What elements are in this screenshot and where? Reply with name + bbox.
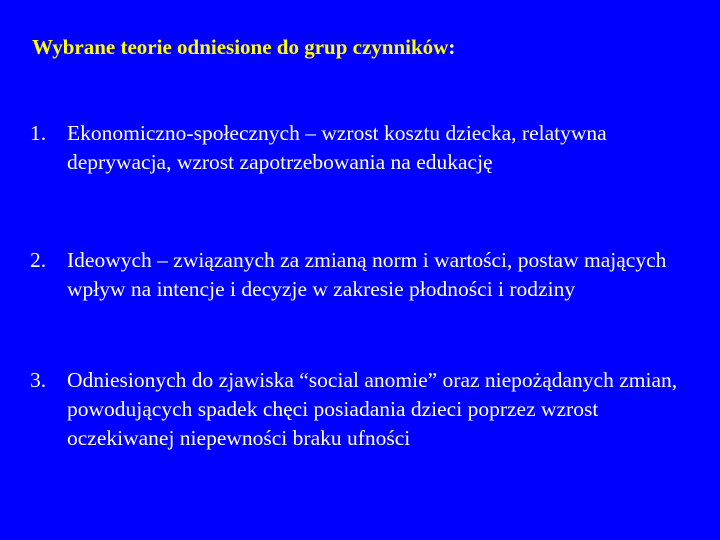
list-item-number: 2. <box>30 248 47 272</box>
slide-title-colon: : <box>448 35 456 59</box>
list-item-number: 3. <box>30 368 47 392</box>
list-item-text: Ideowych – związanych za zmianą norm i wartości, postaw mających wpływ na intencje i decyzje w zakresie płodności i rodziny <box>67 248 667 301</box>
list-item-number: 1. <box>30 121 47 145</box>
list-item-text: Ekonomiczno-społecznych – wzrost kosztu dziecka, relatywna deprywacja, wzrost zapotrzebowania na edukację <box>67 121 607 174</box>
list-item-ideological <box>30 246 700 304</box>
list-item-text: Odniesionych do zjawiska “social anomie” oraz niepożądanych zmian, powodujących spadek chęci posiadania dzieci poprzez wzrost oczekiwanej niepewności braku ufności <box>67 368 678 450</box>
list-item-economic-social <box>30 119 700 177</box>
slide-title <box>32 34 692 60</box>
list-item-social-anomie <box>30 366 700 453</box>
slide-title-text: Wybrane teorie odniesione do grup czynników <box>32 35 449 59</box>
